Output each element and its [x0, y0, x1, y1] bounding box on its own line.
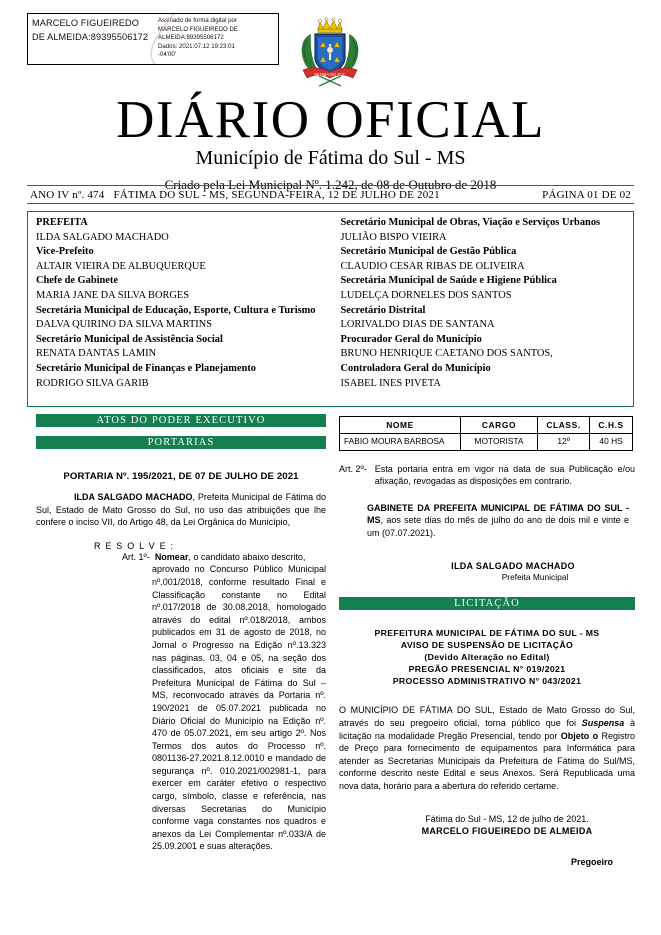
portaria-art1-first-line	[36, 551, 326, 564]
portaria-preamble-rest: , Prefeita Municipal de Fátima do Sul, Estado de Mato Grosso do Sul, no uso das atribuições que lhe confere o inciso VII, do Artigo 48, da Lei Orgânica do Município,	[36, 492, 326, 528]
portaria-art1-body: aprovado no Concurso Público Municipal nº.001/2018, conforme resultado Final e Classificação constante no Edital nº.017/2018 de 30.08.2018, homologado através do edital nº.018/2018, ambos publicados em 31 de agosto de 2018, no Jornal o Progresso na Edição nº.13.323 nas páginas. 03, 04 e 05, na seção dos classificados, atos oficiais e site da Prefeitura Municipal de Fátima do Sul – MS, reconvocado através da Portaria nº. 190/2021 de 05.07.2021 publicada no Diário Oficial do Município na Edição nº. 470 de 05.07.2021, em seu artigo 2º. Nos Termos dos autos do Processo nº. 0801136-27.2021.8.12.0010 e mandado de segurança nº. 010.2021/002981-1, para exercer em caráter efetivo o respectivo cargo, símbolo, classe e referência, nas diversas Secretarias do Município conforme vaga constantes nos quadros e anexos da Lei Complementar nº.033/A de 25.09.2001 e suas alterações.	[152, 564, 326, 852]
official-role: Secretária Municipal de Saúde e Higiene Pública	[340, 275, 557, 287]
table-row	[340, 434, 633, 451]
banner-atos-do-poder-executivo: ATOS DO PODER EXECUTIVO	[36, 414, 326, 427]
official-role: Procurador Geral do Município	[340, 333, 482, 345]
official-role: Secretário Municipal de Finanças e Planejamento	[36, 362, 257, 374]
portaria-preamble-name: ILDA SALGADO MACHADO	[74, 492, 193, 502]
officials-column-right	[331, 212, 634, 406]
digital-signature-stamp	[27, 13, 279, 65]
official-name: ALTAIR VIEIRA DE ALBUQUERQUE	[36, 260, 206, 272]
masthead	[0, 92, 661, 194]
official-name: LUDELÇA DORNELES DOS SANTOS	[340, 289, 512, 301]
signature-line-2: MARCELO FIGUEIREDO DE	[158, 25, 238, 33]
signature-line-4: Dados: 2021.07.12 19:23:01	[158, 42, 235, 50]
official-role: Secretário Municipal de Assistência Social	[36, 333, 223, 345]
banner-licitacao-wrap	[339, 597, 635, 610]
table-header-nome: NOME	[340, 417, 461, 434]
gabinete-rest: , aos sete dias do mês de julho do ano de dois mil e vinte e um (07.07.2021).	[367, 515, 629, 538]
licitacao-body-p1: O MUNICÍPIO DE FÁTIMA DO SUL, Estado de Mato Grosso do Sul, através do seu pregoeiro oficial, torna público que foi	[339, 705, 635, 729]
licitacao-body-p3: o	[589, 730, 599, 741]
edition-place-date: FÁTIMA DO SUL - MS, SEGUNDA-FEIRA, 12 DE JULHO DE 2021	[113, 188, 440, 201]
page-title: DIÁRIO OFICIAL	[116, 91, 545, 149]
table-header-chs: C.H.S	[590, 417, 633, 434]
official-name: RENATA DANTAS LAMIN	[36, 348, 157, 360]
official-name: ISABEL INES PIVETA	[340, 377, 441, 389]
licitacao-objeto: Objeto	[560, 730, 590, 741]
art1-first-rest: , o candidato abaixo descrito,	[188, 551, 306, 562]
cell-cargo: MOTORISTA	[461, 434, 538, 451]
gabinete-bold: GABINETE DA PREFEITA MUNICIPAL DE FÁTIMA DO SUL - MS	[367, 502, 629, 526]
licitacao-body	[339, 704, 635, 792]
official-role: Chefe de Gabinete	[36, 275, 118, 287]
licitacao-head-line: AVISO DE SUSPENSÃO DE LICITAÇÃO	[400, 640, 574, 651]
portaria-signature-role: Prefeita Municipal	[501, 572, 569, 583]
official-role: Secretário Municipal de Gestão Pública	[340, 246, 517, 258]
portaria-art2	[339, 463, 635, 488]
official-role: Secretário Municipal de Obras, Viação e Serviços Urbanos	[340, 217, 601, 228]
official-role: PREFEITA	[36, 217, 88, 228]
portaria-resolve: R E S O L V E :	[94, 540, 175, 551]
cell-class: 12º	[537, 434, 589, 451]
official-role: Vice-Prefeito	[36, 246, 94, 258]
official-name: DALVA QUIRINO DA SILVA MARTINS	[36, 319, 213, 331]
signature-line-5: -04'00'	[158, 51, 176, 58]
portaria-title: PORTARIA Nº. 195/2021, DE 07 DE JULHO DE 2021	[63, 471, 299, 482]
official-role: Secretária Municipal de Educação, Esporte, Cultura e Turismo	[36, 304, 316, 316]
coat-of-arms-icon	[297, 16, 363, 88]
banner-licitacao: LICITAÇÃO	[339, 597, 635, 610]
licitacao-place-date: Fátima do Sul - MS, 12 de julho de 2021.	[425, 813, 589, 824]
official-name: CLAUDIO CESAR RIBAS DE OLIVEIRA	[340, 260, 525, 272]
nomeacao-table	[339, 416, 633, 451]
official-name: RODRIGO SILVA GARIB	[36, 377, 149, 389]
licitacao-head-line: PREGÃO PRESENCIAL N° 019/2021	[408, 663, 566, 674]
licitacao-footer	[339, 813, 635, 838]
cell-chs: 40 HS	[590, 434, 633, 451]
art2-label: Art. 2º-	[339, 463, 367, 474]
signature-line-3: ALMEIDA:89395506172	[158, 34, 224, 41]
content-column-right	[339, 414, 635, 867]
table-header-cargo: CARGO	[461, 417, 538, 434]
licitacao-head-line: PREFEITURA MUNICIPAL DE FÁTIMA DO SUL - MS	[374, 628, 600, 639]
licitacao-body-p2: à licitação na modalidade Pregão Presencial, tendo por	[339, 718, 635, 741]
official-name: BRUNO HENRIQUE CAETANO DOS SANTOS,	[340, 348, 553, 360]
signature-line-1: Assinado de forma digital por	[158, 17, 237, 24]
banner-portarias: PORTARIAS	[36, 436, 326, 449]
gabinete-block	[339, 502, 635, 540]
official-role: Controladora Geral do Município	[340, 362, 491, 374]
signature-details	[154, 14, 278, 64]
edition-left-group	[27, 189, 440, 201]
licitacao-body-p4: Registro de Preço para fornecimento de equipamentos para Informática para atender as Secretarias Municipais da Prefeitura de Fátima do Sul/MS, conforme descrito neste Edital e seus Anexos. Será Republicada uma nova data, horário para a abertura do referido certame.	[339, 730, 636, 792]
art2-body: Esta portaria entra em vigor na data de sua Publicação e/ou afixação, revogadas as disposições em contrario.	[374, 463, 635, 487]
masthead-law: Criado pela Lei Municipal Nº. 1.242, de 08 de Outubro de 2018	[164, 177, 497, 192]
licitacao-head-line: PROCESSO ADMINISTRATIVO N° 043/2021	[392, 675, 582, 686]
signature-subject: MARCELO FIGUEIREDO DE ALMEIDA:89395506172	[32, 18, 149, 42]
svg-text:FATIMA DO SUL: FATIMA DO SUL	[314, 72, 346, 77]
licitacao-suspensa: Suspensa	[581, 718, 625, 729]
licitacao-signer-role: Pregoeiro	[570, 856, 613, 867]
art1-bold-verb: Nomear	[154, 551, 189, 562]
licitacao-signer-name: MARCELO FIGUEIREDO DE ALMEIDA	[421, 826, 593, 837]
art1-label: Art. 1º-	[122, 551, 150, 562]
content-column-left	[36, 414, 326, 853]
cell-nome: FABIO MOURA BARBOSA	[340, 434, 461, 451]
official-name: JULIÃO BISPO VIEIRA	[340, 231, 447, 243]
licitacao-head-line: (Devido Alteração no Edital)	[424, 652, 550, 663]
table-header-class: CLASS.	[537, 417, 589, 434]
official-name: MARIA JANE DA SILVA BORGES	[36, 289, 190, 301]
edition-bar	[27, 185, 634, 204]
official-role: Secretário Distrital	[340, 304, 426, 316]
table-header-row	[340, 417, 633, 434]
edition-year: ANO IV nº. 474	[30, 188, 105, 201]
officials-box	[27, 211, 634, 407]
edition-page: PÁGINA 01 DE 02	[542, 188, 631, 201]
official-name: ILDA SALGADO MACHADO	[36, 231, 169, 243]
portaria-signature-name: ILDA SALGADO MACHADO	[451, 561, 575, 572]
official-name: LORIVALDO DIAS DE SANTANA	[340, 319, 495, 331]
masthead-subtitle: Município de Fátima do Sul - MS	[195, 147, 466, 169]
portaria-preamble	[36, 491, 326, 529]
licitacao-heading	[339, 628, 635, 687]
officials-column-left	[28, 212, 331, 406]
